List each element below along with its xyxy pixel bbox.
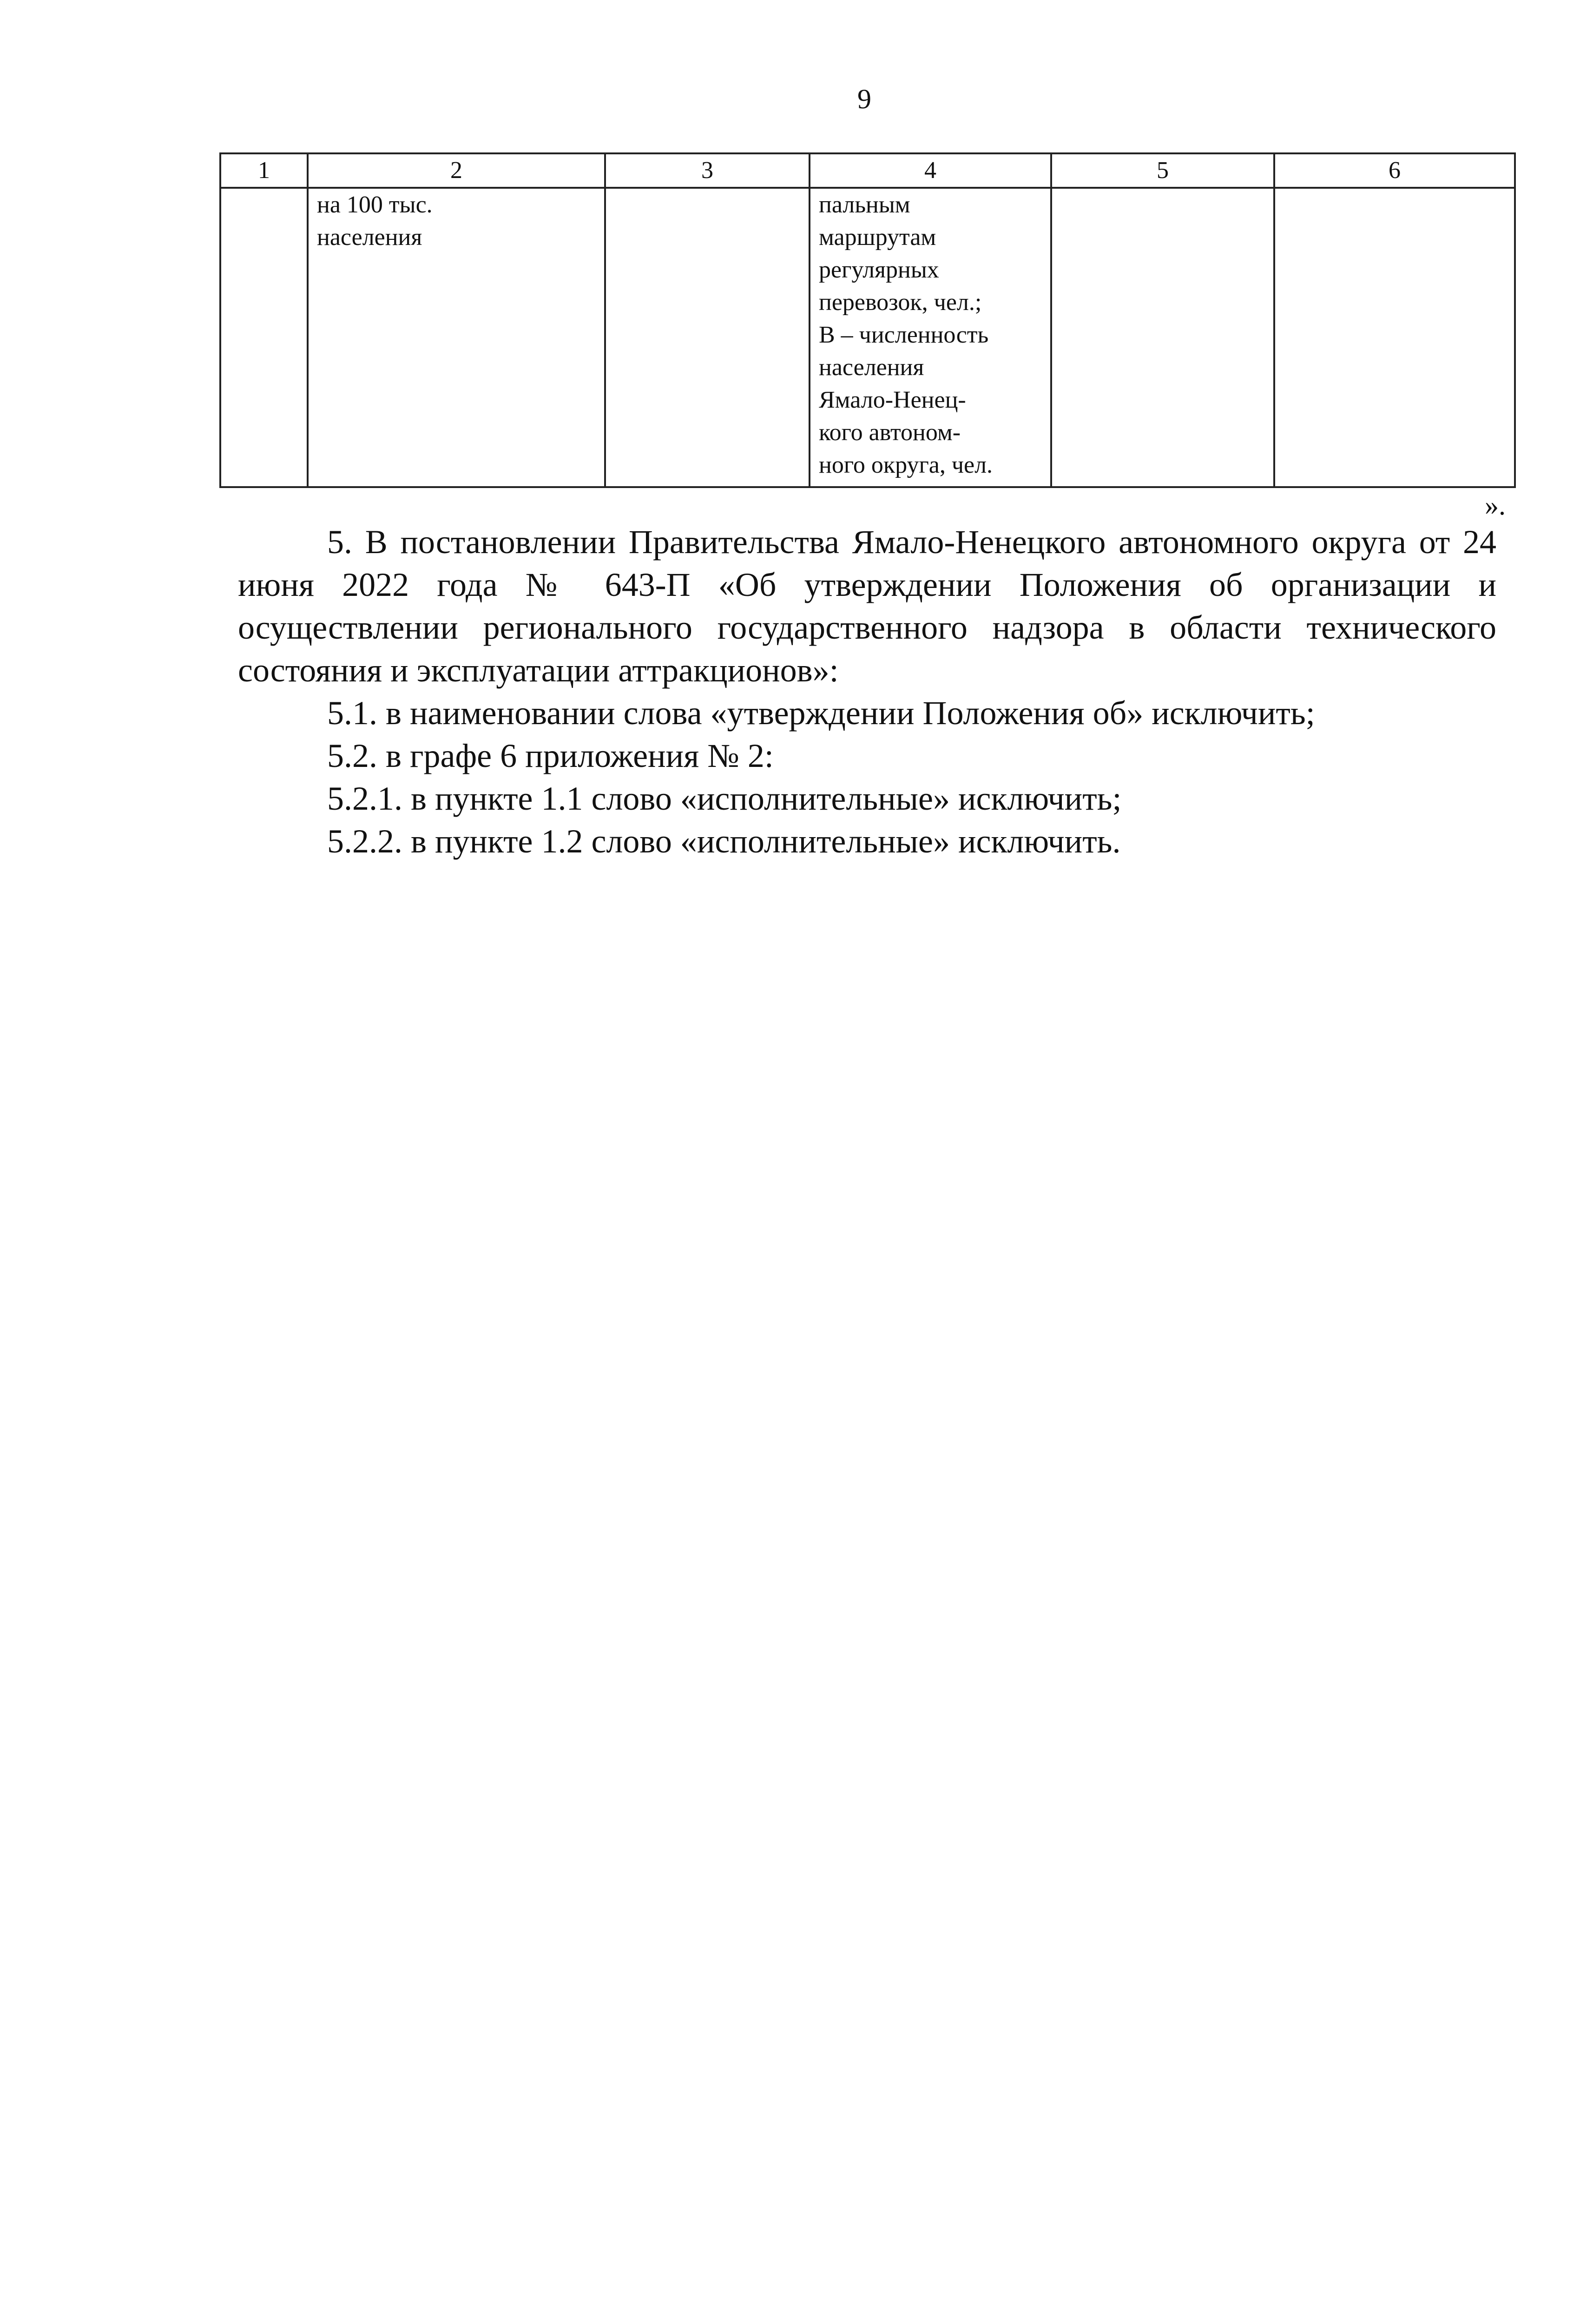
table-cell-4: пальным маршрутам регулярных перевозок, чел.; В – численность населения Ямало-Ненец- кого автоном- ного округа, чел. (810, 188, 1051, 487)
paragraph-5-2-1: 5.2.1. в пункте 1.1 слово «исполнительные» исключить; (327, 780, 1122, 817)
paragraph-5: 5. В постановлении Правительства Ямало-Ненецкого автономного округа от 24 июня 2022 года № 643-П «Об утверждении Положения об организации и осуществлении регионального государственного надзора в области технического состояния и эксплуатации аттракционов»: (238, 523, 1496, 689)
table-cell-2: на 100 тыс. населения (308, 188, 605, 487)
paragraph-5-1: 5.1. в наименовании слова «утверждении Положения об» исключить; (327, 694, 1315, 732)
paragraph-5-2: 5.2. в графе 6 приложения № 2: (327, 737, 774, 774)
table-row (220, 188, 1515, 487)
document-body (238, 521, 1496, 863)
page-number: 9 (857, 84, 871, 114)
table-header-row (220, 153, 1515, 188)
table-cell-3 (605, 188, 810, 487)
table-cell-1 (220, 188, 308, 487)
column-header-1: 1 (220, 153, 308, 188)
table-cell-6 (1274, 188, 1515, 487)
amendment-table (219, 152, 1516, 488)
column-header-5: 5 (1051, 153, 1274, 188)
column-header-3: 3 (605, 153, 810, 188)
table-cell-5 (1051, 188, 1274, 487)
closing-quote-mark: ». (1485, 490, 1506, 521)
paragraph-5-2-2: 5.2.2. в пункте 1.2 слово «исполнительные» исключить. (327, 823, 1121, 860)
column-header-4: 4 (810, 153, 1051, 188)
column-header-2: 2 (308, 153, 605, 188)
column-header-6: 6 (1274, 153, 1515, 188)
